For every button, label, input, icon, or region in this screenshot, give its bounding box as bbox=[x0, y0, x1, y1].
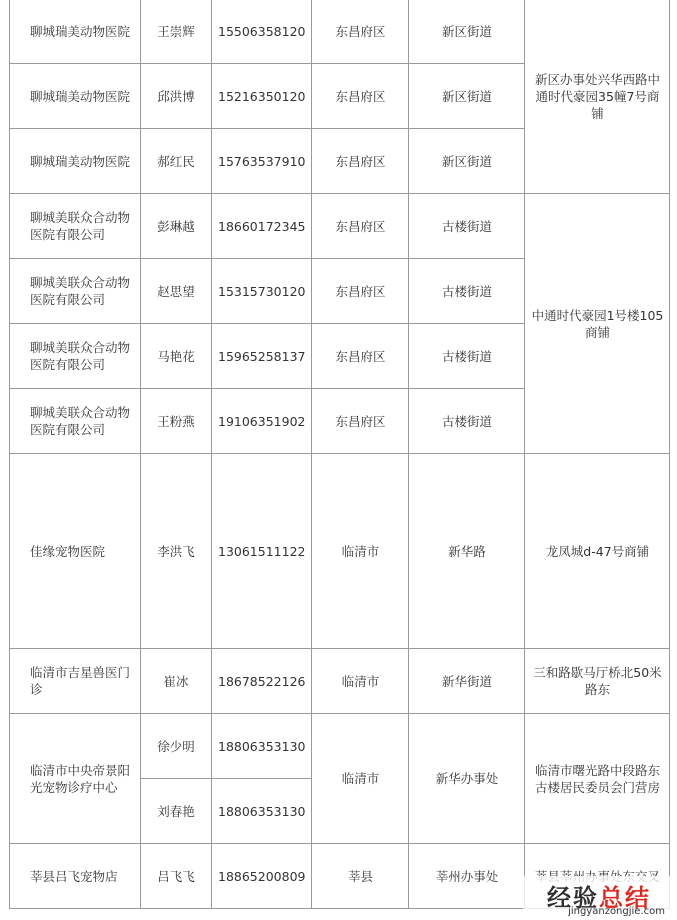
watermark-url: jingyanzongjie.com bbox=[568, 906, 665, 917]
watermark-brand: 经验总结 bbox=[547, 884, 651, 912]
phone-cell: 13061511122 bbox=[212, 454, 312, 649]
phone-cell: 15763537910 bbox=[212, 129, 312, 194]
watermark bbox=[523, 876, 673, 920]
address-cell: 中通时代豪园1号楼105商铺 bbox=[525, 194, 670, 454]
street-cell: 新华路 bbox=[409, 454, 525, 649]
address-cell: 三和路歇马厅桥北50米路东 bbox=[525, 649, 670, 714]
phone-cell: 15315730120 bbox=[212, 259, 312, 324]
doctor-cell: 吕飞飞 bbox=[141, 844, 212, 909]
street-cell: 新华办事处 bbox=[409, 714, 525, 844]
district-cell: 东昌府区 bbox=[312, 0, 409, 64]
doctor-cell: 马艳花 bbox=[141, 324, 212, 389]
table-row bbox=[10, 194, 670, 259]
hospital-cell: 莘县吕飞宠物店 bbox=[10, 844, 141, 909]
table-row bbox=[10, 454, 670, 649]
street-cell: 古楼街道 bbox=[409, 324, 525, 389]
phone-cell: 18806353130 bbox=[212, 779, 312, 844]
phone-cell: 18806353130 bbox=[212, 714, 312, 779]
district-cell: 临清市 bbox=[312, 649, 409, 714]
street-cell: 莘州办事处 bbox=[409, 844, 525, 909]
table-row bbox=[10, 649, 670, 714]
phone-cell: 18678522126 bbox=[212, 649, 312, 714]
street-cell: 古楼街道 bbox=[409, 389, 525, 454]
district-cell: 临清市 bbox=[312, 454, 409, 649]
street-cell: 新华街道 bbox=[409, 649, 525, 714]
hospital-cell: 聊城美联众合动物医院有限公司 bbox=[10, 324, 141, 389]
phone-cell: 18865200809 bbox=[212, 844, 312, 909]
street-cell: 新区街道 bbox=[409, 129, 525, 194]
address-cell: 龙凤城d-47号商铺 bbox=[525, 454, 670, 649]
district-cell: 莘县 bbox=[312, 844, 409, 909]
phone-cell: 15506358120 bbox=[212, 0, 312, 64]
hospital-cell: 佳缘宠物医院 bbox=[10, 454, 141, 649]
doctor-cell: 赵思望 bbox=[141, 259, 212, 324]
doctor-cell: 王崇辉 bbox=[141, 0, 212, 64]
street-cell: 新区街道 bbox=[409, 64, 525, 129]
doctor-cell: 徐少明 bbox=[141, 714, 212, 779]
district-cell: 临清市 bbox=[312, 714, 409, 844]
district-cell: 东昌府区 bbox=[312, 259, 409, 324]
address-cell: 临清市曙光路中段路东古楼居民委员会门营房 bbox=[525, 714, 670, 844]
hospital-cell: 聊城瑞美动物医院 bbox=[10, 129, 141, 194]
hospital-cell: 聊城美联众合动物医院有限公司 bbox=[10, 259, 141, 324]
street-cell: 古楼街道 bbox=[409, 259, 525, 324]
street-cell: 古楼街道 bbox=[409, 194, 525, 259]
doctor-cell: 郝红民 bbox=[141, 129, 212, 194]
table-row bbox=[10, 0, 670, 64]
district-cell: 东昌府区 bbox=[312, 194, 409, 259]
doctor-cell: 王粉燕 bbox=[141, 389, 212, 454]
address-cell: 新区办事处兴华西路中通时代豪园35幢7号商铺 bbox=[525, 0, 670, 194]
district-cell: 东昌府区 bbox=[312, 389, 409, 454]
hospital-cell: 聊城美联众合动物医院有限公司 bbox=[10, 389, 141, 454]
hospital-cell: 聊城美联众合动物医院有限公司 bbox=[10, 194, 141, 259]
phone-cell: 15965258137 bbox=[212, 324, 312, 389]
hospital-cell: 临清市吉星兽医门诊 bbox=[10, 649, 141, 714]
hospital-cell: 聊城瑞美动物医院 bbox=[10, 64, 141, 129]
phone-cell: 15216350120 bbox=[212, 64, 312, 129]
doctor-cell: 李洪飞 bbox=[141, 454, 212, 649]
table-row bbox=[10, 714, 670, 779]
doctor-cell: 崔冰 bbox=[141, 649, 212, 714]
hospital-cell: 临清市中央帝景阳光宠物诊疗中心 bbox=[10, 714, 141, 844]
phone-cell: 18660172345 bbox=[212, 194, 312, 259]
doctor-cell: 彭琳越 bbox=[141, 194, 212, 259]
doctor-cell: 邱洪博 bbox=[141, 64, 212, 129]
phone-cell: 19106351902 bbox=[212, 389, 312, 454]
district-cell: 东昌府区 bbox=[312, 64, 409, 129]
hospital-cell: 聊城瑞美动物医院 bbox=[10, 0, 141, 64]
doctor-cell: 刘春艳 bbox=[141, 779, 212, 844]
district-cell: 东昌府区 bbox=[312, 324, 409, 389]
street-cell: 新区街道 bbox=[409, 0, 525, 64]
vet-contact-table bbox=[9, 0, 670, 909]
district-cell: 东昌府区 bbox=[312, 129, 409, 194]
